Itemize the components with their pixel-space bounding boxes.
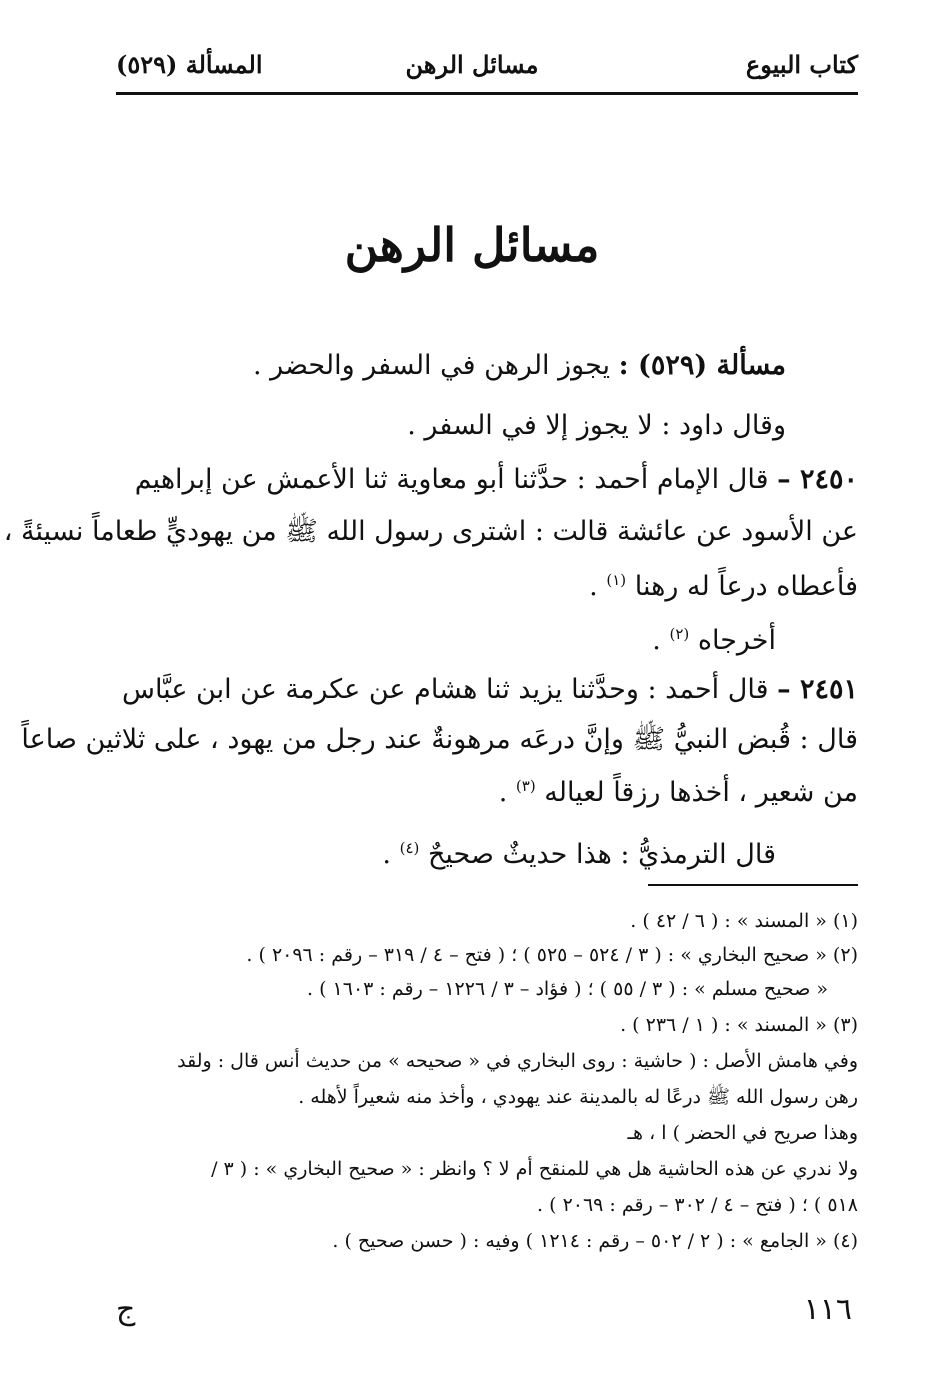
header-chapter-title: مسائل الرهن (405, 50, 539, 79)
hadith-number: ٢٤٥٠ – (777, 464, 858, 495)
chapter-title: مسائل الرهن (344, 218, 600, 272)
footnote-3-margin-note-line3: وهذا صريح في الحضر ) ا ، هـ (627, 1122, 858, 1144)
signature-mark: ج (116, 1292, 136, 1327)
hadith-2451-line3 (499, 764, 858, 815)
hadith-2450-line1 (135, 458, 858, 502)
header-rule (116, 92, 858, 95)
takhrij-text: أخرجاه (697, 625, 776, 656)
issue-statement (253, 344, 786, 388)
footnote-3-margin-note-line2: رهن رسول الله ﷺ درعًا له بالمدينة عند يهودي ، وأخذ منه شعيراً لأهله . (298, 1086, 858, 1108)
footnote-1: (١) « المسند » : ( ٦ / ٤٢ ) . (630, 910, 858, 932)
period: . (589, 571, 598, 602)
footnote-3-comment-line1: ولا ندري عن هذه الحاشية هل هي للمنقح أم لا ؟ وانظر : « صحيح البخاري » : ( ٣ / (211, 1158, 858, 1180)
hadith-2451-line2: قال : قُبض النبيُّ ﷺ وإنَّ درعَه مرهونةٌ عند رجل من يهود ، على ثلاثين صاعاً (21, 724, 858, 755)
hadith-2451-line1 (122, 668, 858, 712)
footnote-2-continued: « صحيح مسلم » : ( ٣ / ٥٥ ) ؛ ( فؤاد – ٣ / ١٢٢٦ – رقم : ١٦٠٣ ) . (307, 978, 828, 1000)
footnote-2: (٢) « صحيح البخاري » : ( ٣ / ٥٢٤ – ٥٢٥ ) ؛ ( فتح – ٤ / ٣١٩ – رقم : ٢٠٩٦ ) . (246, 944, 858, 966)
period: . (652, 625, 661, 656)
hadith-text: قال أحمد : وحدَّثنا يزيد ثنا هشام عن عكرمة عن ابن عبَّاس (122, 674, 769, 705)
hadith-number: ٢٤٥١ – (777, 674, 858, 705)
footnote-ref: (٢) (669, 625, 690, 643)
footnote-rule (648, 884, 858, 886)
tirmidhi-line (382, 826, 776, 877)
issue-label: مسألة (٥٢٩) : (618, 350, 786, 381)
header-book-title: كتاب البيوع (745, 50, 858, 79)
footnote-ref: (٣) (515, 777, 536, 795)
hadith-text: قال الإمام أحمد : حدَّثنا أبو معاوية ثنا الأعمش عن إبراهيم (134, 464, 769, 495)
hadith-2450-line2: عن الأسود عن عائشة قالت : اشترى رسول الله ﷺ من يهوديٍّ طعاماً نسيئةً ، (3, 516, 858, 547)
period: . (382, 839, 391, 870)
page-number: ١١٦ (803, 1292, 852, 1327)
footnote-3: (٣) « المسند » : ( ١ / ٢٣٦ ) . (620, 1014, 858, 1036)
footnote-3-comment-line2: ٥١٨ ) ؛ ( فتح – ٤ / ٣٠٢ – رقم : ٢٠٦٩ ) . (537, 1194, 858, 1216)
hadith-text: من شعير ، أخذها رزقاً لعياله (544, 777, 858, 808)
period: . (498, 777, 508, 808)
issue-text: يجوز الرهن في السفر والحضر . (252, 350, 611, 381)
footnote-4: (٤) « الجامع » : ( ٢ / ٥٠٢ – رقم : ١٢١٤ ) وفيه : ( حسن صحيح ) . (332, 1230, 858, 1252)
tirmidhi-text: قال الترمذيُّ : هذا حديثٌ صحيحٌ (427, 839, 776, 870)
header-issue-number: المسألة (٥٢٩) (116, 50, 263, 79)
footnote-3-margin-note-line1: وفي هامش الأصل : ( حاشية : روى البخاري في « صحيحه » من حديث أنس قال : ولقد (177, 1050, 858, 1072)
takhrij-line (652, 612, 776, 663)
hadith-text: فأعطاه درعاً له رهنا (634, 571, 858, 602)
footnote-ref: (١) (606, 571, 627, 589)
hadith-2450-line3 (589, 558, 858, 609)
footnote-ref: (٤) (399, 839, 420, 857)
dawud-opinion: وقال داود : لا يجوز إلا في السفر . (407, 410, 786, 441)
